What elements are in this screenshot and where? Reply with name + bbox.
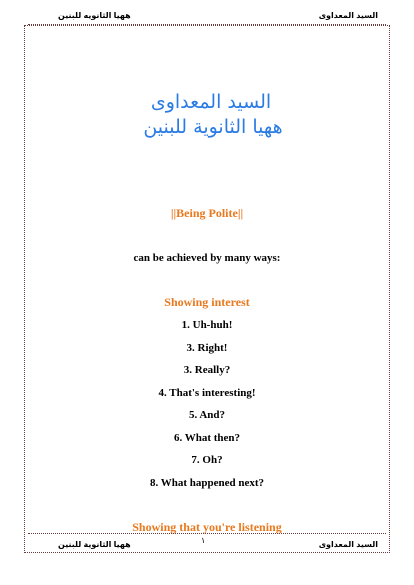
intro-text: can be achieved by many ways: xyxy=(133,252,281,264)
footer-author-name: السيد المعداوى xyxy=(318,540,378,549)
subheading-showing-interest: Showing interest xyxy=(164,295,250,309)
subheading-showing-listening: Showing that you're listening xyxy=(132,520,282,534)
title-school: ههيا الثانوية للبنين xyxy=(143,116,283,138)
list-item: 7. Oh? xyxy=(191,454,223,466)
header-author-name: السيد المعداوى xyxy=(318,11,378,20)
list-item: 3. Right! xyxy=(186,342,228,354)
header-divider xyxy=(28,24,386,25)
list-item: 6. What then? xyxy=(173,432,241,444)
list-item: 8. What happened next? xyxy=(149,477,265,489)
section-title: ||Being Polite|| xyxy=(170,206,244,220)
list-item: 5. And? xyxy=(188,409,226,421)
page-number: ١ xyxy=(201,536,206,545)
list-item: 4. That's interesting! xyxy=(158,387,256,399)
list-item: 1. Uh-huh! xyxy=(181,319,233,331)
list-item: 3. Really? xyxy=(183,364,231,376)
header-school-name: ههيا الثانويه للبنين xyxy=(58,11,131,20)
footer-divider xyxy=(28,533,386,534)
footer-school-name: ههيا الثانوية للبنين xyxy=(58,540,131,549)
title-author: السيد المعداوى xyxy=(150,91,272,113)
